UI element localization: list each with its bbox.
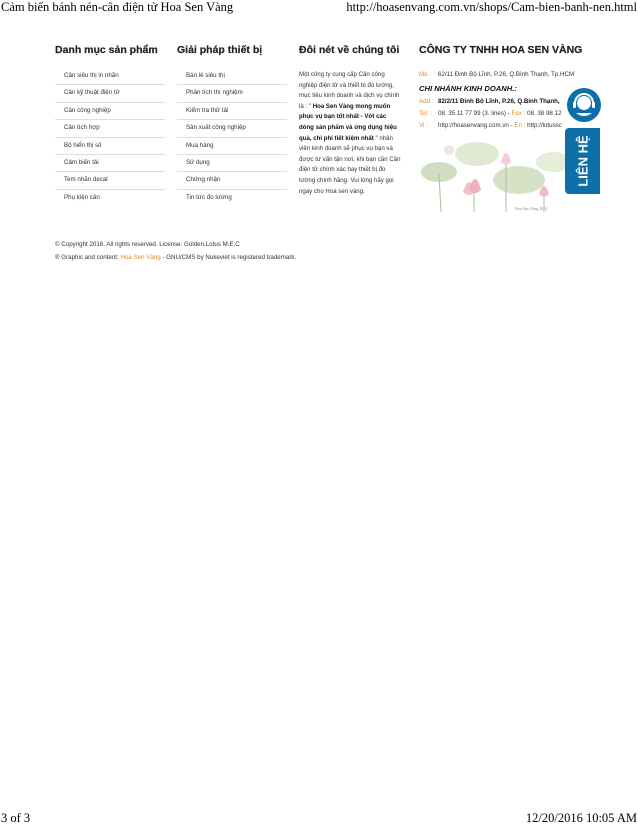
solution-link[interactable]: Phân tích thí nghiệm <box>177 85 287 102</box>
solution-link[interactable]: Mua hàng <box>177 138 287 155</box>
solution-link[interactable]: Sử dụng <box>177 155 287 172</box>
page-number: 3 of 3 <box>1 811 31 825</box>
solution-link[interactable]: Sản xuất công nghiệp <box>177 120 287 137</box>
solution-link[interactable]: Tin tức đo lường <box>186 193 232 201</box>
website-vi-link[interactable]: http://hoasenvang.com.vn - <box>438 122 513 129</box>
company-title: CÔNG TY TNHH HOA SEN VÀNG <box>419 44 583 56</box>
category-link[interactable]: Cảm biến tải <box>55 155 165 172</box>
solutions-title: Giải pháp thiết bị <box>177 44 263 56</box>
category-link[interactable]: Cân kỹ thuật điện tử <box>55 85 165 102</box>
print-datetime: 12/20/2016 10:05 AM <box>525 811 637 825</box>
categories-title: Danh mục sản phẩm <box>55 44 158 56</box>
website-en-link[interactable]: http://lotussc <box>527 122 562 129</box>
categories-list <box>55 68 165 206</box>
print-footer <box>0 811 638 826</box>
branch-web: Vi : http://hoasenvang.com.vn - En : http://lotussc <box>419 122 562 129</box>
contact-tab[interactable] <box>565 128 600 194</box>
print-url: http://hoasenvang.com.vn/shops/Cam-bien-banh-nen.html <box>346 0 637 14</box>
about-outro: " nhân viên kinh doanh sẽ phục vụ bạn và được tư vấn tận nơi, khi bạn cần Cân điện tử chính xác hay thiết bị đo lường chính hãng. Vui lòng hãy gọi ngay cho Hoa sen vàng. <box>299 134 401 195</box>
print-header <box>0 0 638 15</box>
about-title: Đôi nét về chúng tôi <box>299 44 400 56</box>
solutions-list <box>177 68 287 206</box>
about-bold: Hoa Sen Vàng mong muốn phục vụ bạn tốt nhất - Với các dòng sản phẩm và ứng dụng hiệu quả, chi phí tiết kiệm nhất <box>299 102 397 142</box>
copyright-line: © Copyright 2016. All rights reserved. License: Golden.Lotus M.E.C <box>55 241 240 248</box>
category-link[interactable]: Phụ kiện cân <box>64 193 100 201</box>
branch-address: Add : 82/2/11 Đinh Bộ Lĩnh, P.26, Q.Bình Thạnh, <box>419 98 560 105</box>
solution-link[interactable]: Kiểm tra thử tải <box>177 103 287 120</box>
about-text <box>299 70 401 197</box>
category-link[interactable]: Bộ hiển thị số <box>55 138 165 155</box>
hoasenvang-link[interactable]: Hoa Sen Vàng <box>120 254 161 261</box>
print-title: Cảm biến bánh nén-cân điện tử Hoa Sen Vàng <box>1 0 234 14</box>
support-headset-icon[interactable] <box>565 86 603 124</box>
solution-link[interactable]: Chứng nhận <box>177 172 287 189</box>
branch-phone: Tel. : 08. 35 11 77 99 (3. lines) - Fax : 08. 38 98 12 <box>419 110 562 117</box>
company-address: Mo : 62/11 Đinh Bộ Lĩnh, P.26, Q.Bình Thạnh, Tp.HCM <box>419 71 575 78</box>
image-caption: Hoa Sen Vàng 2014 <box>515 206 548 211</box>
category-link[interactable]: Cân siêu thị in nhãn <box>55 68 165 85</box>
branch-title: CHI NHÁNH KINH DOANH.: <box>419 84 517 93</box>
about-intro: Một công ty cung cấp Cân công nghiệp điện tử và thiết bị đo lường, mục tiêu kinh doanh và dịch vụ chính là : " <box>299 71 400 110</box>
contact-tab-label: LIÊN HỆ <box>575 135 590 187</box>
credits-line: ® Graphic and content: Hoa Sen Vàng - GNU/CMS by Nukeviet is registered trademark. <box>55 254 297 261</box>
copyright <box>55 238 296 264</box>
category-link[interactable]: Tem nhãn decal <box>55 172 165 189</box>
solution-link[interactable]: Bán lẻ siêu thị <box>177 68 287 85</box>
lotus-illustration <box>419 132 577 212</box>
category-link[interactable]: Cân công nghiệp <box>55 103 165 120</box>
category-link[interactable]: Cân tích hợp <box>55 120 165 137</box>
